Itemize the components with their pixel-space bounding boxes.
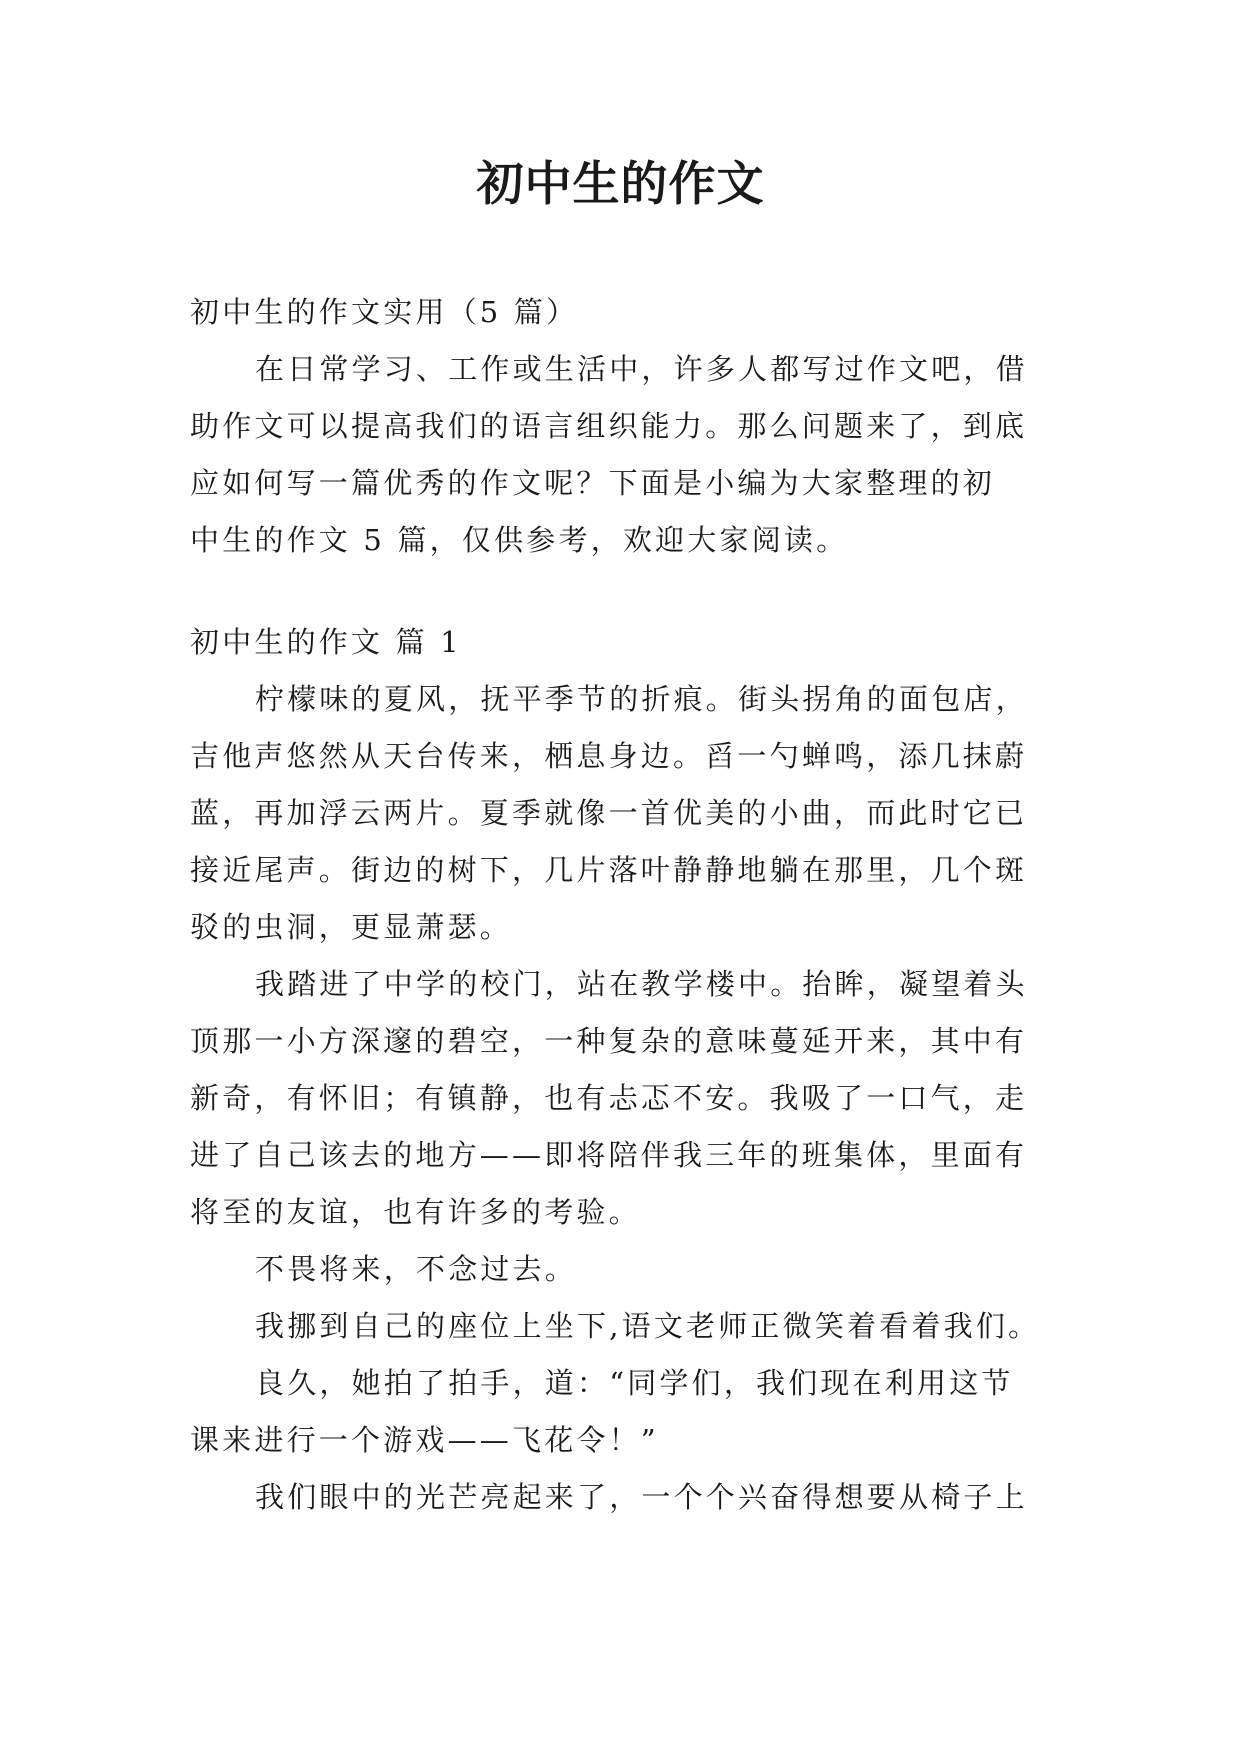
- document-subtitle: 初中生的作文实用（5 篇）: [190, 295, 579, 329]
- text-line: 我踏进了中学的校门，站在教学楼中。抬眸，凝望着头: [255, 967, 1028, 1001]
- document-title: 初中生的作文: [476, 157, 765, 212]
- text-line: 应如何写一篇优秀的作文呢？下面是小编为大家整理的初: [190, 466, 996, 500]
- text-line: 吉他声悠然从天台传来，栖息身边。舀一勺蝉鸣，添几抹蔚: [190, 739, 1028, 773]
- text-line: 在日常学习、工作或生活中，许多人都写过作文吧，借: [255, 352, 1028, 386]
- paragraph-3: [190, 1241, 1060, 1298]
- intro-paragraph: [190, 341, 1060, 569]
- text-line: 顶那一小方深邃的碧空，一种复杂的意味蔓延开来，其中有: [190, 1024, 1028, 1058]
- paragraph-2: [190, 956, 1060, 1241]
- text-line: 不畏将来，不念过去。: [255, 1252, 578, 1286]
- text-line: 助作文可以提高我们的语言组织能力。那么问题来了，到底: [190, 409, 1028, 443]
- paragraph-1: [190, 671, 1060, 956]
- text-line: 进了自己该去的地方——即将陪伴我三年的班集体，里面有: [190, 1138, 1028, 1172]
- text-line: 课来进行一个游戏——飞花令！”: [190, 1423, 659, 1457]
- text-line: 柠檬味的夏风，抚平季节的折痕。街头拐角的面包店，: [255, 682, 1028, 716]
- text-line: 将至的友谊，也有许多的考验。: [190, 1195, 641, 1229]
- text-line: 新奇，有怀旧；有镇静，也有忐忑不安。我吸了一口气，走: [190, 1081, 1028, 1115]
- document-body: [190, 284, 1060, 1526]
- text-line: 我挪到自己的座位上坐下,语文老师正微笑着看着我们。: [255, 1309, 1041, 1343]
- text-line: 接近尾声。街边的树下，几片落叶静静地躺在那里，几个斑: [190, 853, 1028, 887]
- paragraph-4: [190, 1298, 1060, 1355]
- text-line: 驳的虫洞，更显萧瑟。: [190, 910, 513, 944]
- text-line: 我们眼中的光芒亮起来了，一个个兴奋得想要从椅子上: [255, 1480, 1028, 1514]
- paragraph-6: [190, 1469, 1060, 1526]
- text-line: 良久，她拍了拍手，道：“同学们，我们现在利用这节: [255, 1366, 1014, 1400]
- text-line: 蓝，再加浮云两片。夏季就像一首优美的小曲，而此时它已: [190, 796, 1028, 830]
- text-line: 中生的作文 5 篇，仅供参考，欢迎大家阅读。: [190, 523, 849, 557]
- paragraph-5: [190, 1355, 1060, 1469]
- section-heading: 初中生的作文 篇 1: [190, 625, 462, 659]
